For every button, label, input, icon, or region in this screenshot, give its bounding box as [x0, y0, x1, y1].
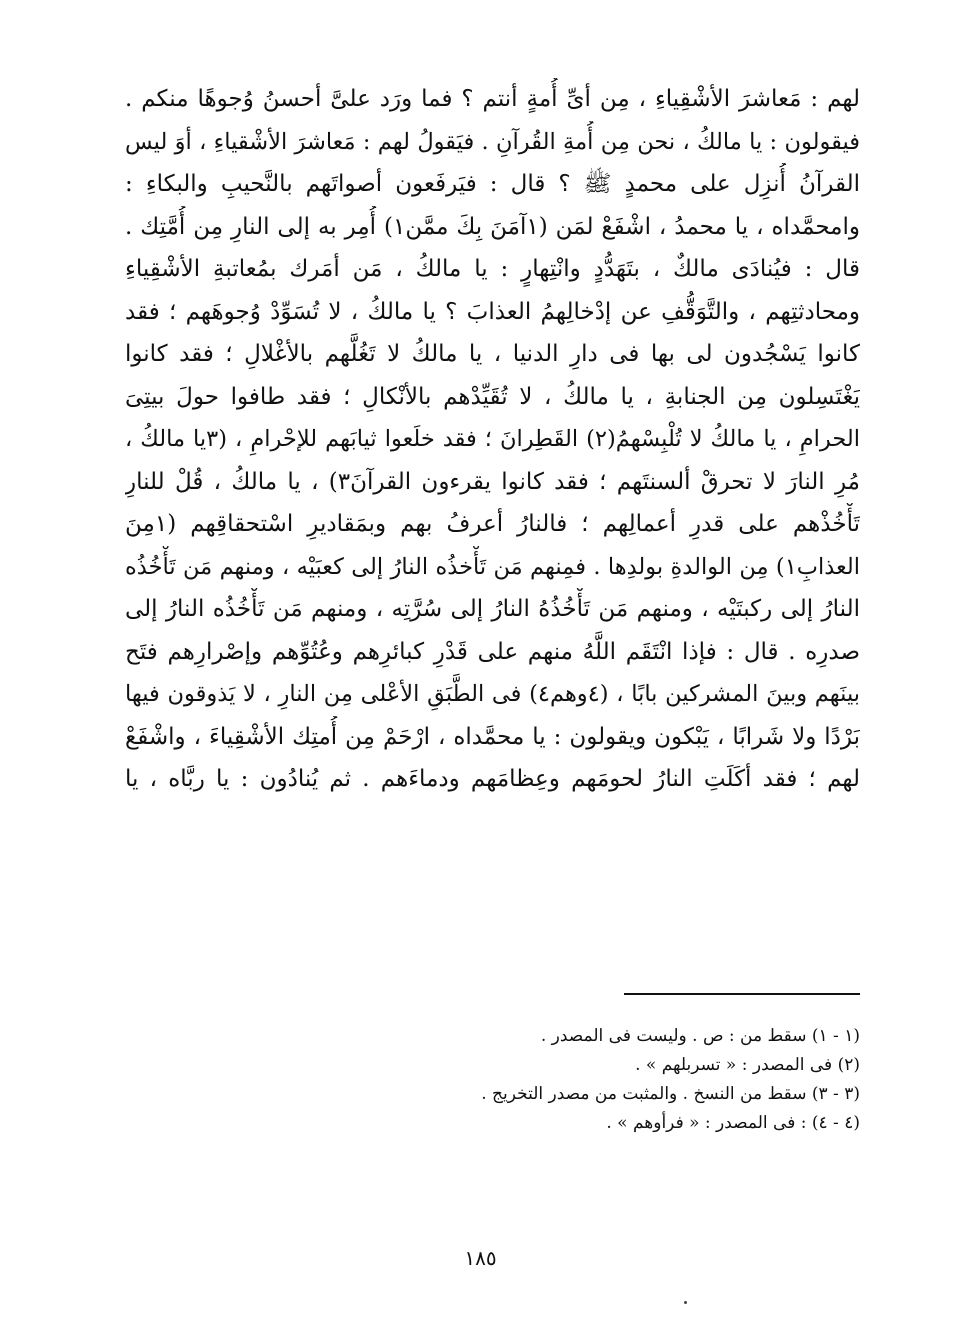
- footnote: (٤ - ٤) : فى المصدر : « فرأوهم » .: [606, 1113, 860, 1133]
- text-line: وامحمَّداه ، يا محمدُ ، اشْفَعْ لمَن (١آمَنَ بِكَ ممَّن١) أُمِر به إلى النارِ مِن أُمَّتِك .: [125, 213, 860, 240]
- text-line: تَأْخُذْهم على قدرِ أعمالِهم ؛ فالنارُ أعرفُ بهم وبمَقاديرِ اسْتحقاقِهم (١مِنَ: [125, 511, 860, 537]
- footnote-separator: [624, 993, 860, 995]
- text-line: فيقولون : يا مالكُ ، نحن مِن أُمةِ القُرآنِ . فيَقولُ لهم : مَعاشرَ الأشْقياءِ ، أوَ ليس: [125, 128, 860, 155]
- text-line: كانوا يَسْجُدون لى بها فى دارِ الدنيا ، يا مالكُ لا تَغُلَّهم بالأغْلالِ ؛ فقد كانوا: [125, 341, 860, 367]
- footnote: (٢) فى المصدر : « تسربلهم » .: [635, 1055, 860, 1075]
- text-line: مُرِ النارَ لا تحرقْ ألسنتَهم ؛ فقد كانوا يقرءون القرآنَ٣) ، يا مالكُ ، قُلْ للنارِ: [125, 468, 860, 495]
- text-line: لهم : مَعاشرَ الأشْقِياءِ ، مِن أىِّ أُمةٍ أنتم ؟ فما ورَد علىَّ أحسنُ وُجوهًا منكم .: [125, 86, 860, 112]
- text-line: ومحادثتِهم ، والتَّوَقُّفِ عن إدْخالِهمُ العذابَ ؟ يا مالكُ ، لا تُسَوِّدْ وُجوهَهم ؛ فقد: [125, 298, 860, 325]
- scan-speck: [684, 1301, 687, 1304]
- text-line: النارُ إلى ركبتَيْه ، ومنهم مَن تَأْخُذُهُ النارُ إلى سُرَّتِه ، ومنهم مَن تَأْخُذُه النارُ إلى: [125, 596, 860, 622]
- text-line: القرآنُ أُنزِل على محمدٍ ﷺ ؟ قال : فيَرفَعون أصواتَهم بالنَّحيبِ والبكاءِ :: [125, 171, 860, 197]
- text-line: بينَهم وبينَ المشركين بابًا ، (٤وهم٤) فى الطَّبَقِ الأعْلى مِن النارِ ، لا يَذوقون فيها: [125, 681, 860, 707]
- main-text-block: [125, 78, 860, 801]
- footnote: (١ - ١) سقط من : ص . وليست فى المصدر .: [540, 1026, 860, 1046]
- footnote: (٣ - ٣) سقط من النسخ . والمثبت من مصدر التخريج .: [481, 1084, 860, 1104]
- page-number: ١٨٥: [464, 1246, 497, 1270]
- text-line: يَغْتَسِلون مِن الجنابةِ ، يا مالكُ ، لا تُقَيِّدْهم بالأنْكالِ ؛ فقد طافوا حولَ بيتِىَ: [125, 383, 860, 410]
- text-line: العذابِ١) مِن الوالدةِ بولدِها . فمِنهم مَن تَأْخذُه النارُ إلى كعبَيْه ، ومنهم مَن تَأْخُذُه: [125, 553, 860, 580]
- text-line: لهم ؛ فقد أكَلَتِ النارُ لحومَهم وعِظامَهم ودماءَهم . ثم يُنادُون : يا ربَّاه ، يا: [125, 766, 860, 792]
- text-line: صدرِه . قال : فإذا انْتَقَم اللَّهُ منهم على قَدْرِ كبائرِهم وعُتُوِّهم وإصْرارِهم فتَح: [125, 638, 860, 665]
- text-line: بَرْدًا ولا شَرابًا ، يَبْكون ويقولون : يا محمَّداه ، ارْحَمْ مِن أُمتِك الأشْقِياءَ ، واشْفَعْ: [125, 723, 860, 750]
- text-line: الحرامِ ، يا مالكُ لا تُلْبِسْهمُ(٢) القَطِرانَ ؛ فقد خلَعوا ثيابَهم للإحْرامِ ، (٣يا مالكُ ،: [125, 426, 860, 452]
- text-line: قال : فيُنادَى مالكٌ ، بتَهَدُّدٍ وانْتِهارٍ : يا مالكُ ، مَن أمَرك بمُعاتبةِ الأشْقِياءِ: [125, 256, 860, 282]
- footnotes-block: [120, 1022, 860, 1138]
